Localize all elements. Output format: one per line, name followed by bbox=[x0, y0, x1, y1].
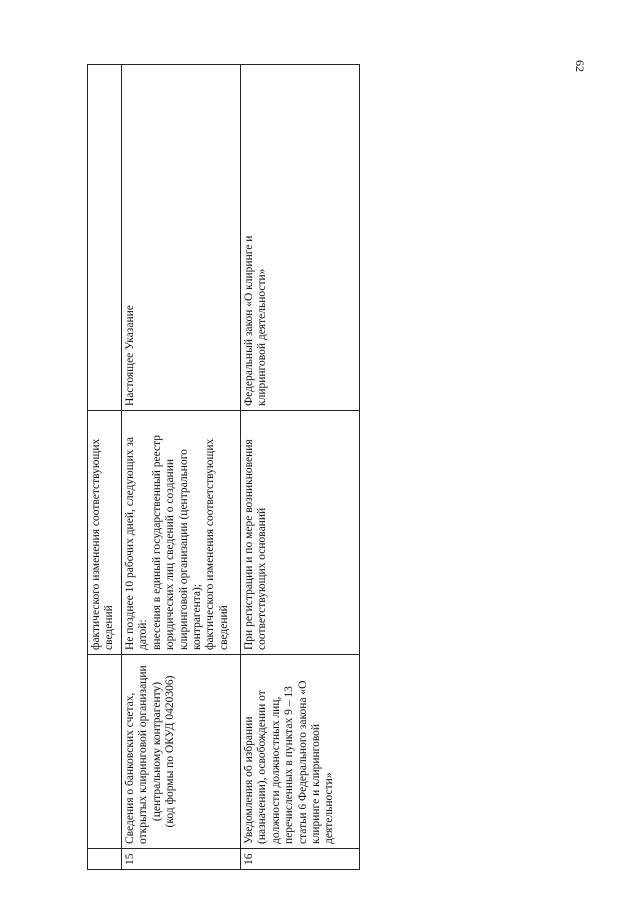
cell-number: 15 bbox=[122, 849, 241, 870]
term-line: фактического изменения соответствующих bbox=[90, 438, 102, 650]
term-line: фактического изменения соответствующих bbox=[204, 438, 217, 650]
cell-name bbox=[241, 655, 360, 849]
cell-name bbox=[88, 655, 122, 849]
name-line: должности должностных лиц, bbox=[269, 696, 282, 844]
term-line: датой: bbox=[137, 619, 150, 650]
name-line: Уведомления об избрании bbox=[243, 716, 255, 844]
basis-line: Федеральный закон «О клиринге и bbox=[243, 235, 255, 406]
term-line: При регистрации и по мере возникновения bbox=[243, 439, 255, 650]
cell-basis bbox=[241, 65, 360, 411]
name-line: перечисленных в пунктах 9 – 13 bbox=[283, 686, 296, 844]
name-line: клиринге и клиринговой bbox=[310, 723, 323, 844]
table-row-continuation bbox=[88, 65, 122, 870]
name-line: Сведения о банковских счетах, bbox=[124, 692, 136, 844]
cell-name bbox=[122, 655, 241, 849]
term-line: Не позднее 10 рабочих дней, следующих за bbox=[124, 437, 136, 650]
term-line: юридических лиц сведений о создании bbox=[164, 458, 177, 650]
table-row-15 bbox=[122, 65, 241, 870]
page-number: 62 bbox=[573, 60, 588, 72]
name-line: открытых клиринговой организации bbox=[137, 665, 150, 844]
term-line: контрагента); bbox=[191, 583, 204, 650]
cell-basis: Настоящее Указание bbox=[122, 65, 241, 411]
landscape-table-wrapper bbox=[87, 65, 359, 870]
term-line: сведений bbox=[103, 605, 116, 650]
table-row-16 bbox=[241, 65, 360, 870]
cell-term bbox=[122, 411, 241, 655]
term-line: соответствующих оснований bbox=[256, 507, 269, 650]
rotated-table-frame bbox=[87, 65, 359, 870]
name-line: (центральному контрагенту) bbox=[150, 681, 163, 822]
cell-number: 16 bbox=[241, 849, 360, 870]
name-line: статьи 6 Федерального закона «О bbox=[296, 680, 309, 844]
cell-term bbox=[241, 411, 360, 655]
cell-number bbox=[88, 849, 122, 870]
term-line: сведений bbox=[217, 605, 230, 650]
name-line: (назначении), освобождении от bbox=[256, 690, 269, 844]
cell-basis bbox=[88, 65, 122, 411]
reporting-table bbox=[87, 64, 360, 870]
name-line: (код формы по ОКУД 0420306) bbox=[164, 675, 177, 828]
name-line: деятельности» bbox=[323, 772, 336, 844]
term-line: внесения в единый государственный реестр bbox=[150, 434, 163, 650]
cell-term bbox=[88, 411, 122, 655]
basis-line: клиринговой деятельности» bbox=[256, 268, 269, 406]
term-line: клиринговой организации (центрального bbox=[177, 449, 190, 650]
